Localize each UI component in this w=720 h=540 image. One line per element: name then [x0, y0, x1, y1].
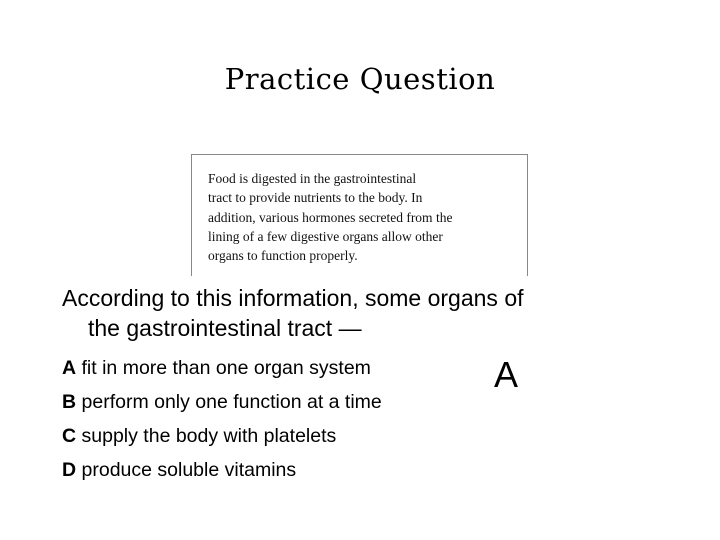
choice-c — [62, 421, 382, 455]
choice-text: fit in more than one organ system — [81, 357, 371, 379]
choice-a — [62, 353, 382, 387]
passage-line: tract to provide nutrients to the body. In — [208, 190, 423, 206]
choice-d — [62, 455, 382, 489]
choice-text: produce soluble vitamins — [81, 459, 297, 481]
passage-line: addition, various hormones secreted from the — [208, 209, 453, 225]
question-stem-line: According to this information, some organs of — [62, 285, 524, 311]
choice-letter: A — [62, 357, 77, 379]
choice-letter: D — [62, 459, 77, 481]
passage-line: lining of a few digestive organs allow other — [208, 228, 443, 244]
passage-line: Food is digested in the gastrointestinal — [208, 171, 417, 186]
question-stem-line: the gastrointestinal tract — — [88, 315, 362, 341]
correct-answer: A — [494, 354, 519, 395]
passage-image — [191, 154, 528, 276]
slide-title: Practice Question — [224, 62, 496, 96]
passage-line: organs to function properly. — [208, 248, 358, 264]
choice-b — [62, 387, 382, 421]
choice-letter: B — [62, 391, 77, 413]
passage-text — [208, 169, 518, 265]
question-stem — [62, 283, 682, 343]
answer-choices — [62, 353, 382, 489]
choice-letter: C — [62, 425, 77, 447]
choice-text: perform only one function at a time — [81, 391, 382, 413]
choice-text: supply the body with platelets — [81, 425, 337, 447]
